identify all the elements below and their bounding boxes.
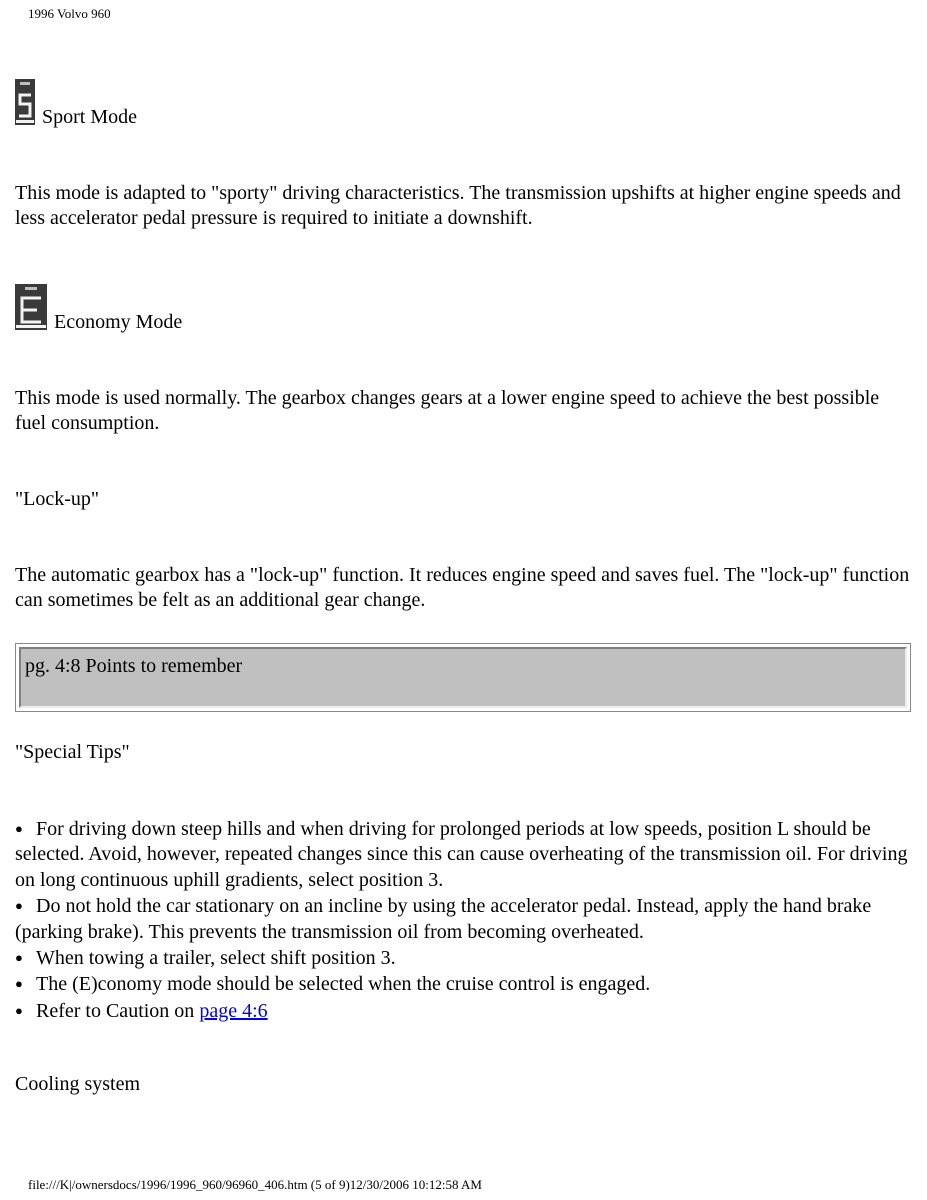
list-item: ● The (E)conomy mode should be selected when the cruise control is engaged. [15, 973, 651, 996]
economy-mode-title: Economy Mode [54, 311, 183, 333]
list-item: ● For driving down steep hills and when driving for prolonged periods at low speeds, position L should be selected. Avoid, however, repeated changes since this can cause overheating of the transmission oil. For driving on long continuous uphill gradients, select position 3. [15, 818, 908, 891]
economy-mode-e-icon [15, 284, 47, 330]
economy-mode-description: This mode is used normally. The gearbox changes gears at a lower engine speed to achieve the best possible fuel consumption. [15, 387, 880, 434]
points-to-remember-label: pg. 4:8 Points to remember [19, 647, 907, 708]
lockup-description: The automatic gearbox has a "lock-up" function. It reduces engine speed and saves fuel. The "lock-up" function can sometimes be felt as an additional gear change. [15, 564, 910, 611]
economy-mode-heading [15, 284, 183, 333]
footer-file-path: file:///K|/ownersdocs/1996/1996_960/96960_406.htm (5 of 9)12/30/2006 10:12:58 AM [28, 1177, 482, 1192]
special-tips-heading: "Special Tips" [15, 741, 130, 763]
list-item: ● Do not hold the car stationary on an incline by using the accelerator pedal. Instead, apply the hand brake (parking brake). This prevents the transmission oil from becoming overheated. [15, 895, 872, 943]
bullet-icon: ● [15, 821, 23, 836]
sport-mode-description: This mode is adapted to "sporty" driving characteristics. The transmission upshifts at higher engine speeds and less accelerator pedal pressure is required to initiate a downshift. [15, 182, 901, 229]
sport-mode-heading [15, 79, 137, 128]
list-item: ● When towing a trailer, select shift position 3. [15, 947, 396, 970]
running-head: 1996 Volvo 960 [28, 6, 111, 21]
points-to-remember-box [15, 643, 911, 712]
cooling-system-heading: Cooling system [15, 1073, 141, 1095]
list-item: ● Refer to Caution on page 4:6 [15, 999, 268, 1022]
lockup-heading: "Lock-up" [15, 488, 100, 510]
sport-mode-s-icon [15, 79, 35, 125]
bullet-icon: ● [15, 950, 23, 966]
bullet-icon: ● [15, 1002, 23, 1018]
special-tips-list [15, 816, 910, 1024]
sport-mode-title: Sport Mode [42, 106, 137, 128]
page-4-6-link[interactable]: page 4:6 [199, 999, 268, 1022]
bullet-icon: ● [15, 898, 23, 914]
bullet-icon: ● [15, 976, 23, 992]
